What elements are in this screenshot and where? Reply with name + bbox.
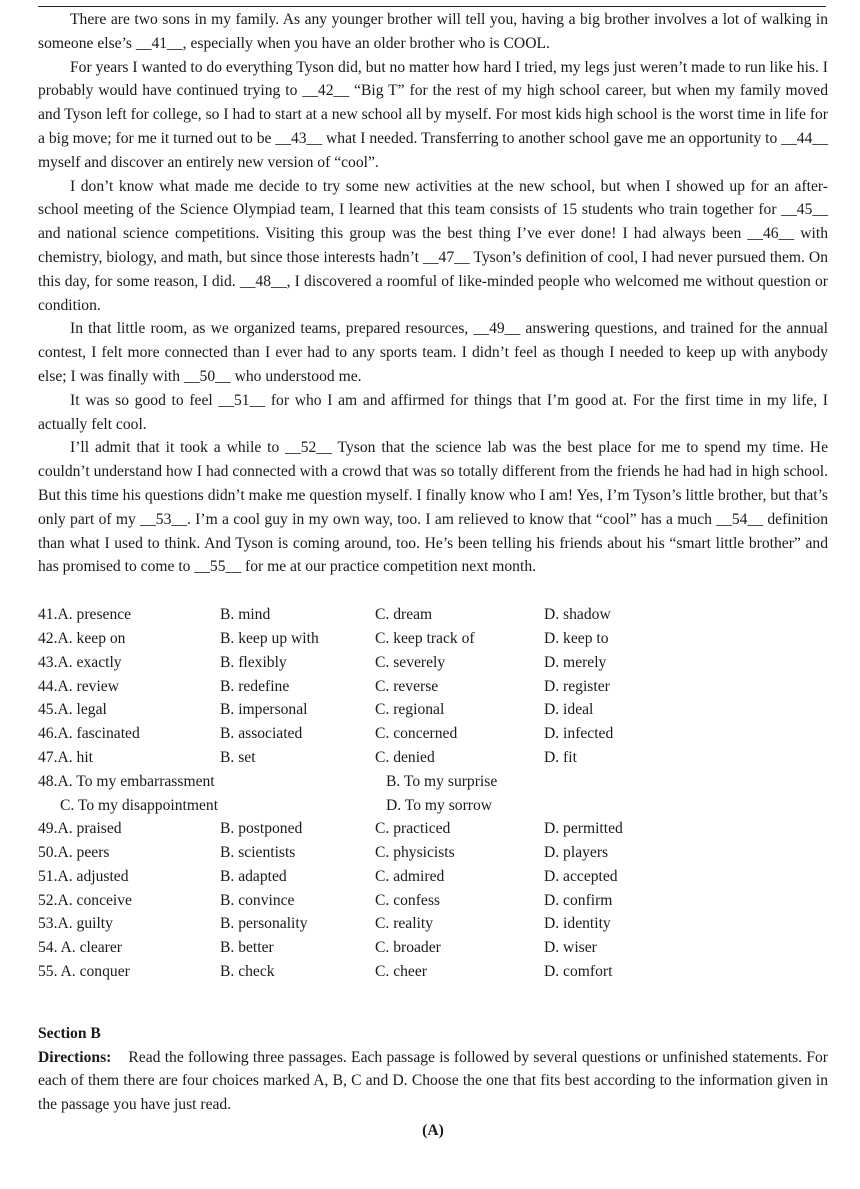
option-b: B. convince bbox=[220, 891, 295, 909]
option-d: D. accepted bbox=[544, 867, 618, 885]
question-row bbox=[38, 651, 828, 675]
option-a: 41.A. presence bbox=[38, 606, 132, 624]
question-48-option-d: D. To my sorrow bbox=[386, 796, 493, 814]
option-b: B. redefine bbox=[220, 677, 290, 695]
question-row bbox=[38, 746, 828, 770]
option-c: C. regional bbox=[375, 701, 445, 719]
option-b: B. associated bbox=[220, 725, 303, 743]
passage-paragraph-2: For years I wanted to do everything Tyson did, but no matter how hard I tried, my legs just weren’t made to run like his. I probably would have continued trying to __42__ “Big T” for the rest of my high school career, but when my family moved and Tyson left for college, so I had to start at a new school all by myself. For most kids high school is the worst time in life for a big move; for me it turned out to be __43__ what I needed. Transferring to another school gave me an opportunity to __44__ myself and discover an entirely new version of “cool”. bbox=[38, 58, 828, 171]
directions-text: Read the following three passages. Each passage is followed by several questions or unfinished statements. For each of them there are four choices marked A, B, C and D. Choose the one that fits best according to the information given in the passage you have just read. bbox=[38, 1048, 828, 1114]
answer-options bbox=[38, 603, 828, 984]
option-d: D. permitted bbox=[544, 820, 623, 838]
section-title: Section B bbox=[38, 1024, 101, 1042]
option-d: D. comfort bbox=[544, 963, 613, 981]
option-b: B. impersonal bbox=[220, 701, 308, 719]
question-48-option-c: C. To my disappointment bbox=[60, 796, 219, 814]
option-a: 53.A. guilty bbox=[38, 915, 113, 933]
option-b: B. personality bbox=[220, 915, 308, 933]
question-row bbox=[38, 603, 828, 627]
option-b: B. adapted bbox=[220, 867, 287, 885]
option-a: 46.A. fascinated bbox=[38, 725, 140, 743]
option-b: B. flexibly bbox=[220, 653, 287, 671]
option-b: B. check bbox=[220, 963, 275, 981]
option-d: D. confirm bbox=[544, 891, 613, 909]
passage-paragraph-5: It was so good to feel __51__ for who I am and affirmed for things that I’m good at. For the first time in my life, I actually felt cool. bbox=[38, 391, 828, 433]
option-d: D. identity bbox=[544, 915, 611, 933]
question-row bbox=[38, 817, 828, 841]
option-a: 45.A. legal bbox=[38, 701, 107, 719]
option-a: 54. A. clearer bbox=[38, 939, 122, 957]
option-d: D. wiser bbox=[544, 939, 597, 957]
question-48-row-2 bbox=[38, 794, 828, 818]
passage-paragraph-6: I’ll admit that it took a while to __52__ Tyson that the science lab was the best place for me to spend my time. He couldn’t understand how I had connected with a crowd that was so totally different from the friends he had had in high school. But this time his questions didn’t make me question myself. I finally know who I am! Yes, I’m Tyson’s little brother, but that’s only part of my __53__. I’m a cool guy in my own way, too. I am relieved to know that “cool” has a much __54__ definition than what I used to think. And Tyson is coming around, too. He’s been telling his friends about his “smart little brother” and has promised to come to __55__ for me at our practice competition next month. bbox=[38, 439, 828, 576]
option-c: C. admired bbox=[375, 867, 445, 885]
option-d: D. register bbox=[544, 677, 610, 695]
option-d: D. merely bbox=[544, 653, 607, 671]
section-b bbox=[38, 1022, 828, 1143]
option-a: 49.A. praised bbox=[38, 820, 122, 838]
option-a: 42.A. keep on bbox=[38, 629, 126, 647]
option-c: C. reverse bbox=[375, 677, 439, 695]
question-48-option-b: B. To my surprise bbox=[386, 772, 498, 790]
cloze-passage bbox=[38, 8, 828, 579]
option-a: 52.A. conceive bbox=[38, 891, 132, 909]
question-row bbox=[38, 936, 828, 960]
question-48-option-a: 48.A. To my embarrassment bbox=[38, 772, 215, 790]
option-a: 51.A. adjusted bbox=[38, 867, 129, 885]
option-c: C. reality bbox=[375, 915, 434, 933]
option-b: B. scientists bbox=[220, 844, 296, 862]
header-rule bbox=[38, 6, 826, 7]
passage-paragraph-4: In that little room, as we organized teams, prepared resources, __49__ answering questions, and trained for the annual contest, I felt more connected than I ever had to any sports team. I didn’t feel as though I needed to keep up with anybody else; I was finally with __50__ who understood me. bbox=[38, 320, 828, 385]
directions-label: Directions: bbox=[38, 1048, 112, 1066]
option-b: B. keep up with bbox=[220, 629, 319, 647]
option-a: 50.A. peers bbox=[38, 844, 110, 862]
passage-paragraph-1: There are two sons in my family. As any younger brother will tell you, having a big brother involves a lot of walking in someone else’s __41__, especially when you have an older brother who is COOL. bbox=[38, 11, 828, 52]
option-b: B. better bbox=[220, 939, 274, 957]
question-row bbox=[38, 889, 828, 913]
option-c: C. concerned bbox=[375, 725, 458, 743]
option-d: D. players bbox=[544, 844, 609, 862]
question-row bbox=[38, 722, 828, 746]
option-d: D. shadow bbox=[544, 606, 611, 624]
option-c: C. broader bbox=[375, 939, 441, 957]
question-row bbox=[38, 698, 828, 722]
option-c: C. confess bbox=[375, 891, 440, 909]
option-b: B. mind bbox=[220, 606, 271, 624]
question-48-row-1 bbox=[38, 770, 828, 794]
option-d: D. ideal bbox=[544, 701, 594, 719]
option-a: 44.A. review bbox=[38, 677, 119, 695]
question-row bbox=[38, 675, 828, 699]
option-a: 43.A. exactly bbox=[38, 653, 122, 671]
option-d: D. keep to bbox=[544, 629, 609, 647]
option-c: C. keep track of bbox=[375, 629, 475, 647]
question-list-49-55 bbox=[38, 817, 828, 984]
option-c: C. cheer bbox=[375, 963, 427, 981]
question-row bbox=[38, 912, 828, 936]
option-b: B. set bbox=[220, 748, 256, 766]
option-c: C. denied bbox=[375, 748, 435, 766]
question-list-41-47 bbox=[38, 603, 828, 770]
option-c: C. severely bbox=[375, 653, 446, 671]
option-d: D. infected bbox=[544, 725, 614, 743]
option-c: C. physicists bbox=[375, 844, 455, 862]
document-page bbox=[38, 8, 828, 1143]
option-a: 47.A. hit bbox=[38, 748, 94, 766]
option-c: C. dream bbox=[375, 606, 433, 624]
option-c: C. practiced bbox=[375, 820, 451, 838]
question-row bbox=[38, 841, 828, 865]
passage-label: (A) bbox=[422, 1122, 444, 1140]
question-row bbox=[38, 627, 828, 651]
question-row bbox=[38, 865, 828, 889]
option-b: B. postponed bbox=[220, 820, 303, 838]
question-row bbox=[38, 960, 828, 984]
option-a: 55. A. conquer bbox=[38, 963, 130, 981]
passage-paragraph-3: I don’t know what made me decide to try some new activities at the new school, but when I showed up for an after-school meeting of the Science Olympiad team, I learned that this team consists of 15 students who train together for __45__ and national science competitions. Visiting this group was the best thing I’ve ever done! I had always been __46__ with chemistry, biology, and math, but since those interests hadn’t __47__ Tyson’s definition of cool, I had never pursued them. On this day, for some reason, I did. __48__, I discovered a roomful of like-minded people who welcomed me without question or condition. bbox=[38, 177, 828, 314]
directions bbox=[38, 1046, 828, 1117]
option-d: D. fit bbox=[544, 748, 577, 766]
